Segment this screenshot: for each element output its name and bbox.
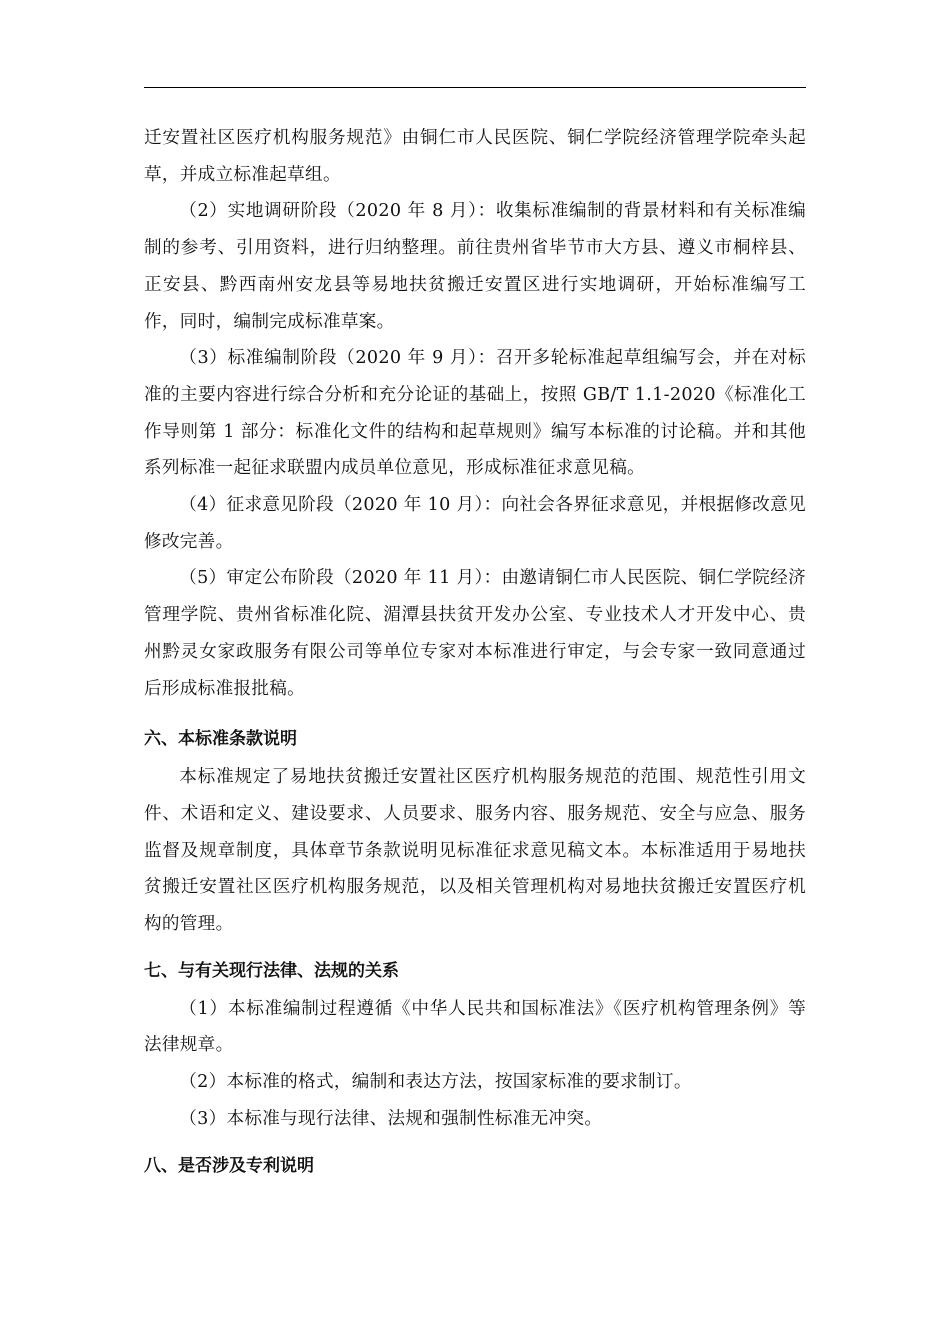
paragraph-continued: 迁安置社区医疗机构服务规范》由铜仁市人民医院、铜仁学院经济管理学院牵头起草，并成立标准起草组。 [144,128,806,185]
paragraph-consultation-stage: （4）征求意见阶段（2020 年 10 月）：向社会各界征求意见，并根据修改意见修改完善。 [144,495,806,552]
paragraph-field-research: （2）实地调研阶段（2020 年 8 月）：收集标准编制的背景材料和有关标准编制的参考、引用资料，进行归纳整理。前往贵州省毕节市大方县、遵义市桐梓县、正安县、黔西南州安龙县等易地扶贫搬迁安置区进行实地调研，开始标准编写工作，同时，编制完成标准草案。 [144,201,806,332]
section-7-item-3: （3）本标准与现行法律、法规和强制性标准无冲突。 [179,1108,603,1129]
section-6-paragraph: 本标准规定了易地扶贫搬迁安置社区医疗机构服务规范的范围、规范性引用文件、术语和定义、建设要求、人员要求、服务内容、服务规范、安全与应急、服务监督及规章制度，具体章节条款说明见标准征求意见稿文本。本标准适用于易地扶贫搬迁安置社区医疗机构服务规范，以及相关管理机构对易地扶贫搬迁安置医疗机构的管理。 [144,767,806,935]
section-7-item-2: （2）本标准的格式，编制和表达方法，按国家标准的要求制订。 [179,1072,692,1093]
section-6-heading: 六、本标准条款说明 [144,729,297,750]
section-7-item-1: （1）本标准编制过程遵循《中华人民共和国标准法》《医疗机构管理条例》等法律规章。 [144,998,806,1056]
section-8-heading: 八、是否涉及专利说明 [144,1155,314,1176]
paragraph-review-stage: （5）审定公布阶段（2020 年 11 月）：由邀请铜仁市人民医院、铜仁学院经济管理学院、贵州省标准化院、湄潭县扶贫开发办公室、专业技术人才开发中心、贵州黔灵女家政服务有限公司等单位专家对本标准进行审定，与会专家一致同意通过后形成标准报批稿。 [144,568,806,699]
section-7-heading: 七、与有关现行法律、法规的关系 [144,960,399,981]
document-body [144,120,806,1180]
paragraph-drafting-stage: （3）标准编制阶段（2020 年 9 月）：召开多轮标准起草组编写会，并在对标准的主要内容进行综合分析和充分论证的基础上，按照 GB/T 1.1-2020《标准化工作导则第 1 部分：标准化文件的结构和起草规则》编写本标准的讨论稿。并和其他系列标准一起征求联盟内成员单位意见，形成标准征求意见稿。 [144,348,806,479]
header-rule [144,87,806,88]
